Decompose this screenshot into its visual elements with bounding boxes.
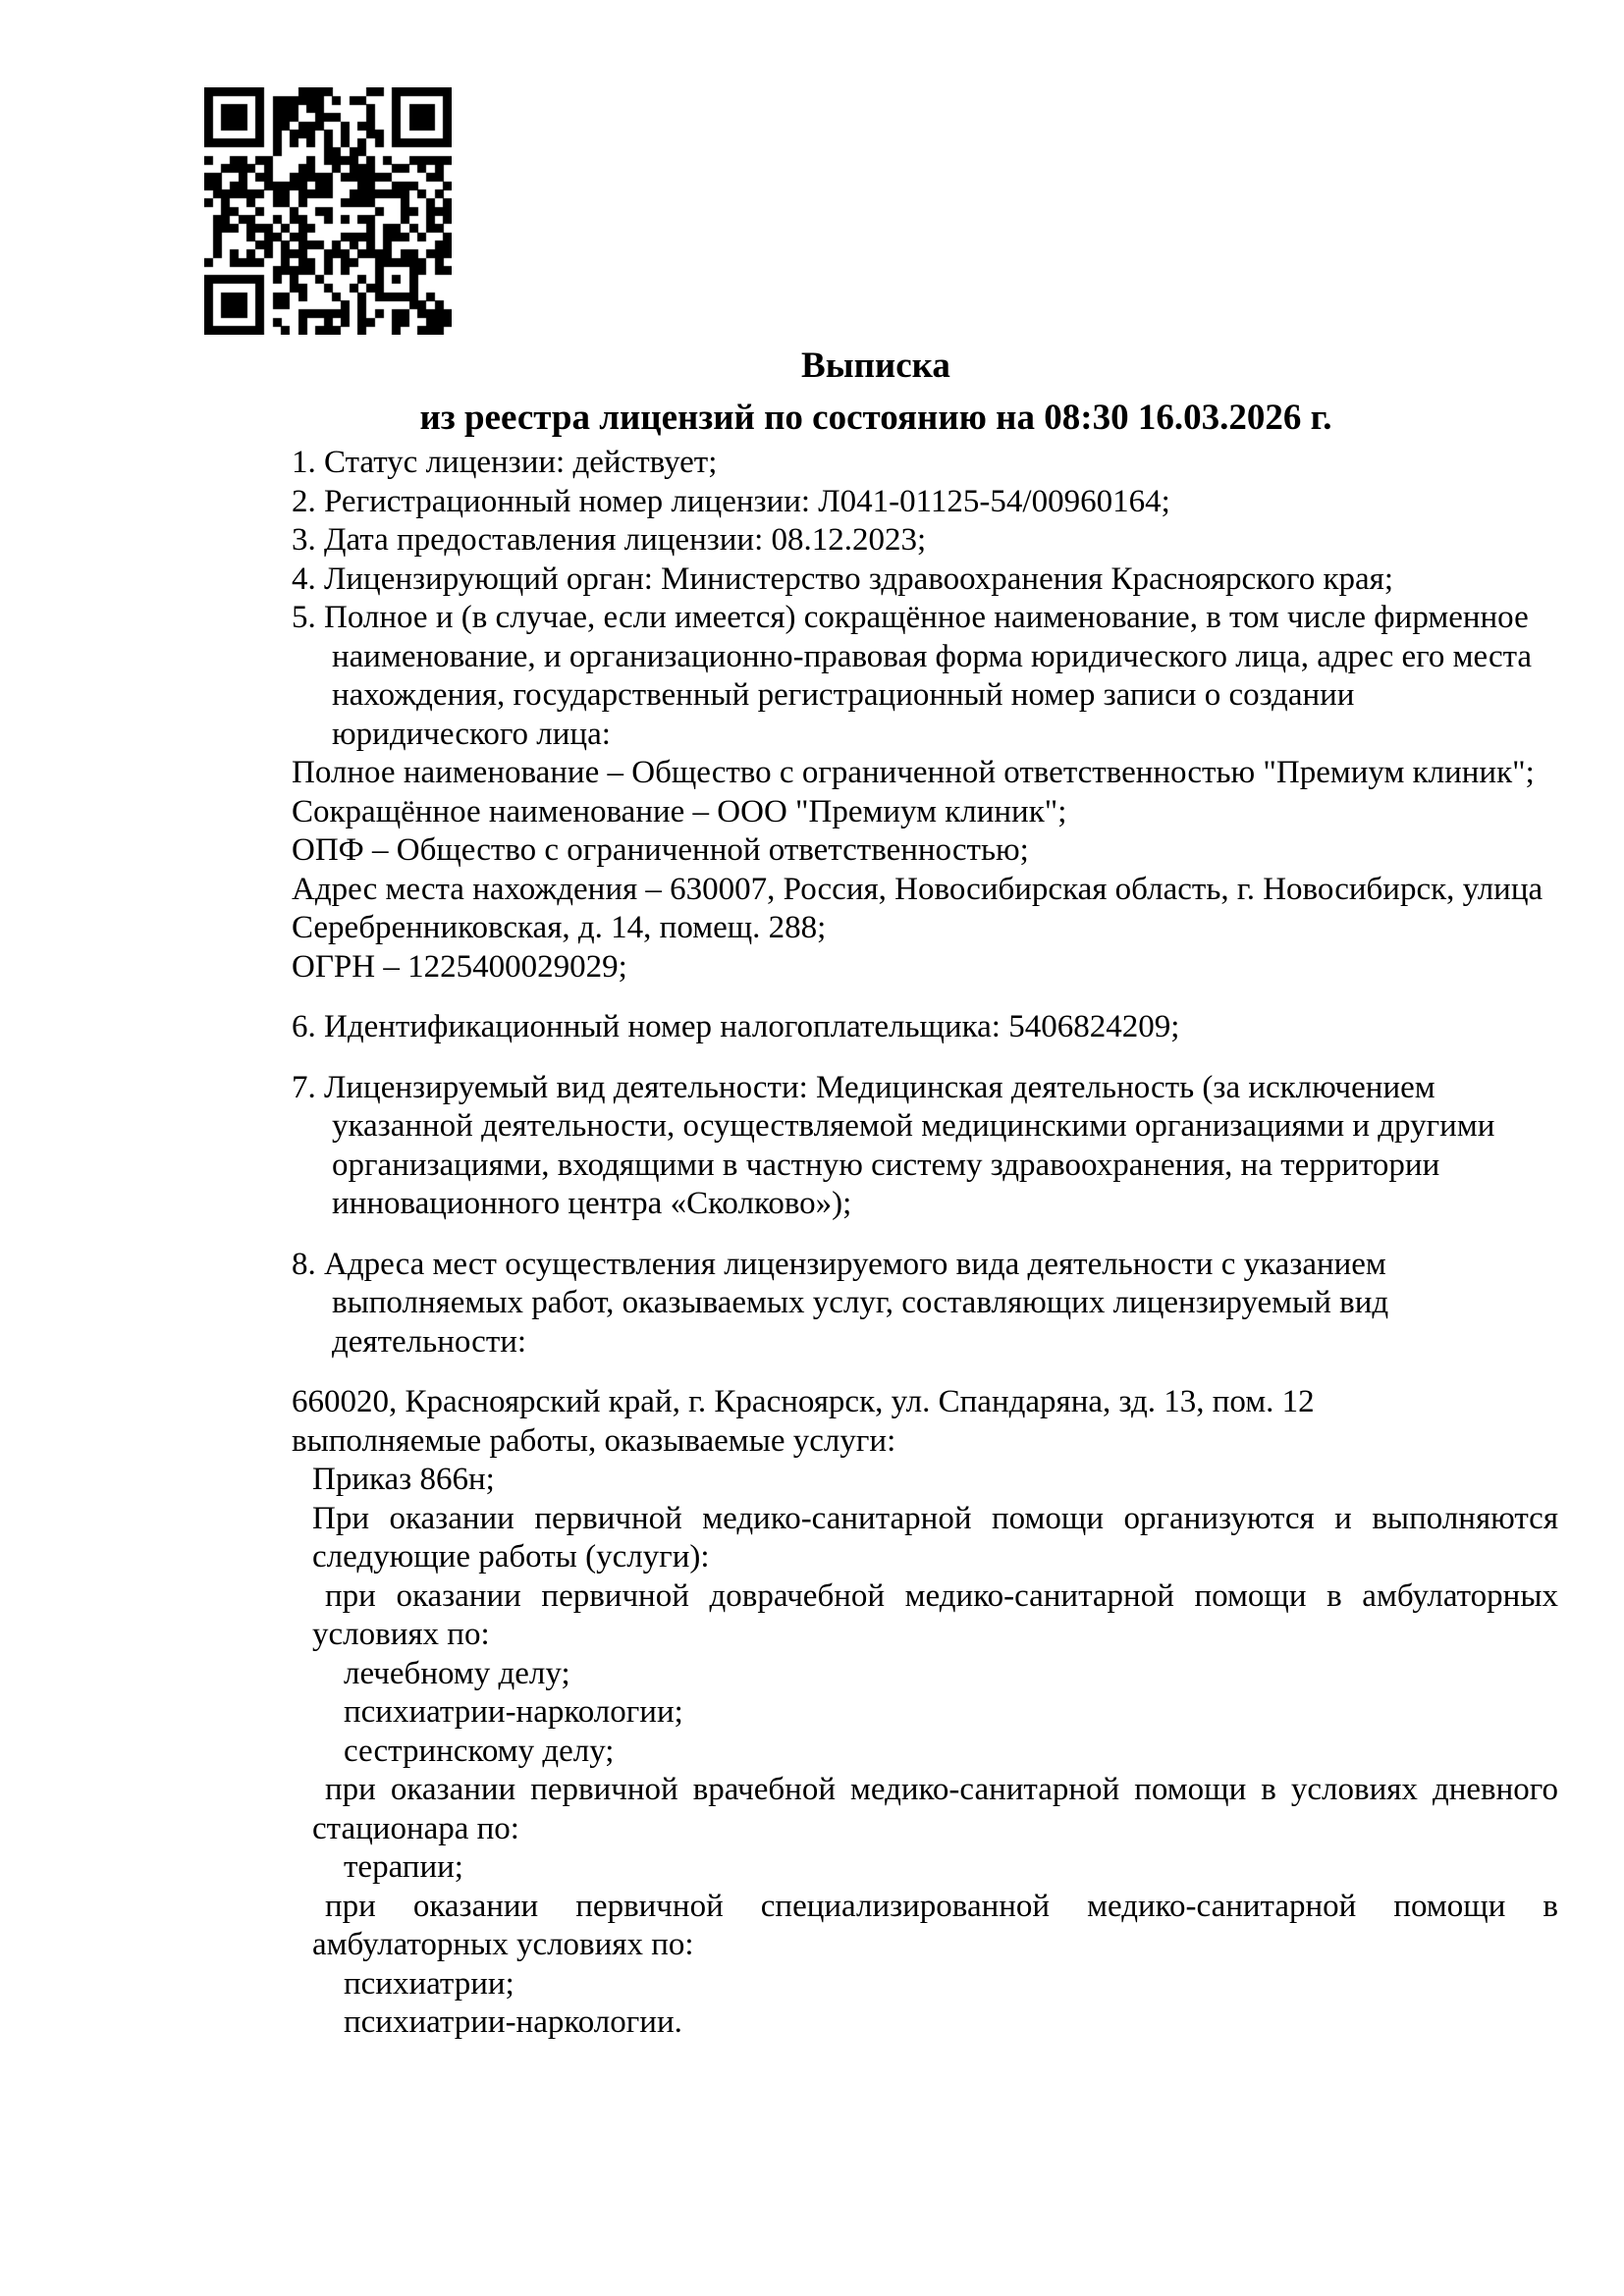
paragraph: 6. Идентификационный номер налогоплательщика: 5406824209;: [292, 1009, 1180, 1044]
paragraph: психиатрии;: [344, 1965, 514, 2002]
paragraph: при оказании первичной специализированной медико-санитарной помощи в амбулаторных условиях по:: [312, 1888, 1558, 1962]
paragraph: 2. Регистрационный номер лицензии: Л041-01125-54/00960164;: [292, 483, 1170, 519]
paragraph: психиатрии-наркологии.: [344, 2004, 682, 2040]
page-title: Выписка: [801, 346, 950, 386]
paragraph: Сокращённое наименование – ООО "Премиум клиник";: [292, 793, 1067, 829]
qr-code: [204, 87, 452, 335]
paragraph: Приказ 866н;: [312, 1462, 495, 1497]
paragraph: Адрес места нахождения – 630007, Россия, Новосибирская область, г. Новосибирск, улица Серебренниковская, д. 14, помещ. 288;: [292, 871, 1543, 945]
paragraph: при оказании первичной врачебной медико-санитарной помощи в условиях дневного стационара по:: [312, 1772, 1558, 1846]
paragraph: 4. Лицензирующий орган: Министерство здравоохранения Красноярского края;: [292, 561, 1393, 597]
paragraph: при оказании первичной доврачебной медико-санитарной помощи в амбулаторных условиях по:: [312, 1577, 1558, 1652]
paragraph: психиатрии-наркологии;: [344, 1694, 683, 1730]
paragraph: 7. Лицензируемый вид деятельности: Медицинская деятельность (за исключением указанной деятельности, осуществляемой медицинскими организациями и другими организациями, входящими в частную систему здравоохранения, на территории инновационного центра «Сколково»);: [292, 1069, 1495, 1221]
paragraph: 3. Дата предоставления лицензии: 08.12.2023;: [292, 522, 927, 558]
paragraph: 1. Статус лицензии: действует;: [292, 445, 718, 480]
paragraph: 5. Полное и (в случае, если имеется) сокращённое наименование, в том числе фирменное наименование, и организационно-правовая форма юридического лица, адрес его места нахождения, государственный регистрационный номер записи о создании юридического лица:: [292, 600, 1533, 752]
paragraph: Полное наименование – Общество с ограниченной ответственностью "Премиум клиник";: [292, 755, 1535, 790]
page-subtitle: из реестра лицензий по состоянию на 08:30 16.03.2026 г.: [419, 398, 1332, 438]
paragraph: ОПФ – Общество с ограниченной ответственностью;: [292, 832, 1029, 868]
paragraph: терапии;: [344, 1849, 463, 1885]
paragraph: ОГРН – 1225400029029;: [292, 948, 627, 985]
paragraph: При оказании первичной медико-санитарной помощи организуются и выполняются следующие работы (услуги):: [312, 1500, 1558, 1575]
paragraph: лечебному делу;: [344, 1655, 570, 1691]
paragraph: 660020, Красноярский край, г. Красноярск, ул. Спандаряна, зд. 13, пом. 12: [292, 1384, 1315, 1419]
paragraph: сестринскому делу;: [344, 1733, 615, 1769]
paragraph: 8. Адреса мест осуществления лицензируемого вида деятельности с указанием выполняемых работ, оказываемых услуг, составляющих лицензируемый вид деятельности:: [292, 1246, 1389, 1360]
document-body: [292, 444, 1558, 2043]
document-title: [189, 340, 1563, 444]
paragraph: выполняемые работы, оказываемые услуги:: [292, 1422, 896, 1459]
